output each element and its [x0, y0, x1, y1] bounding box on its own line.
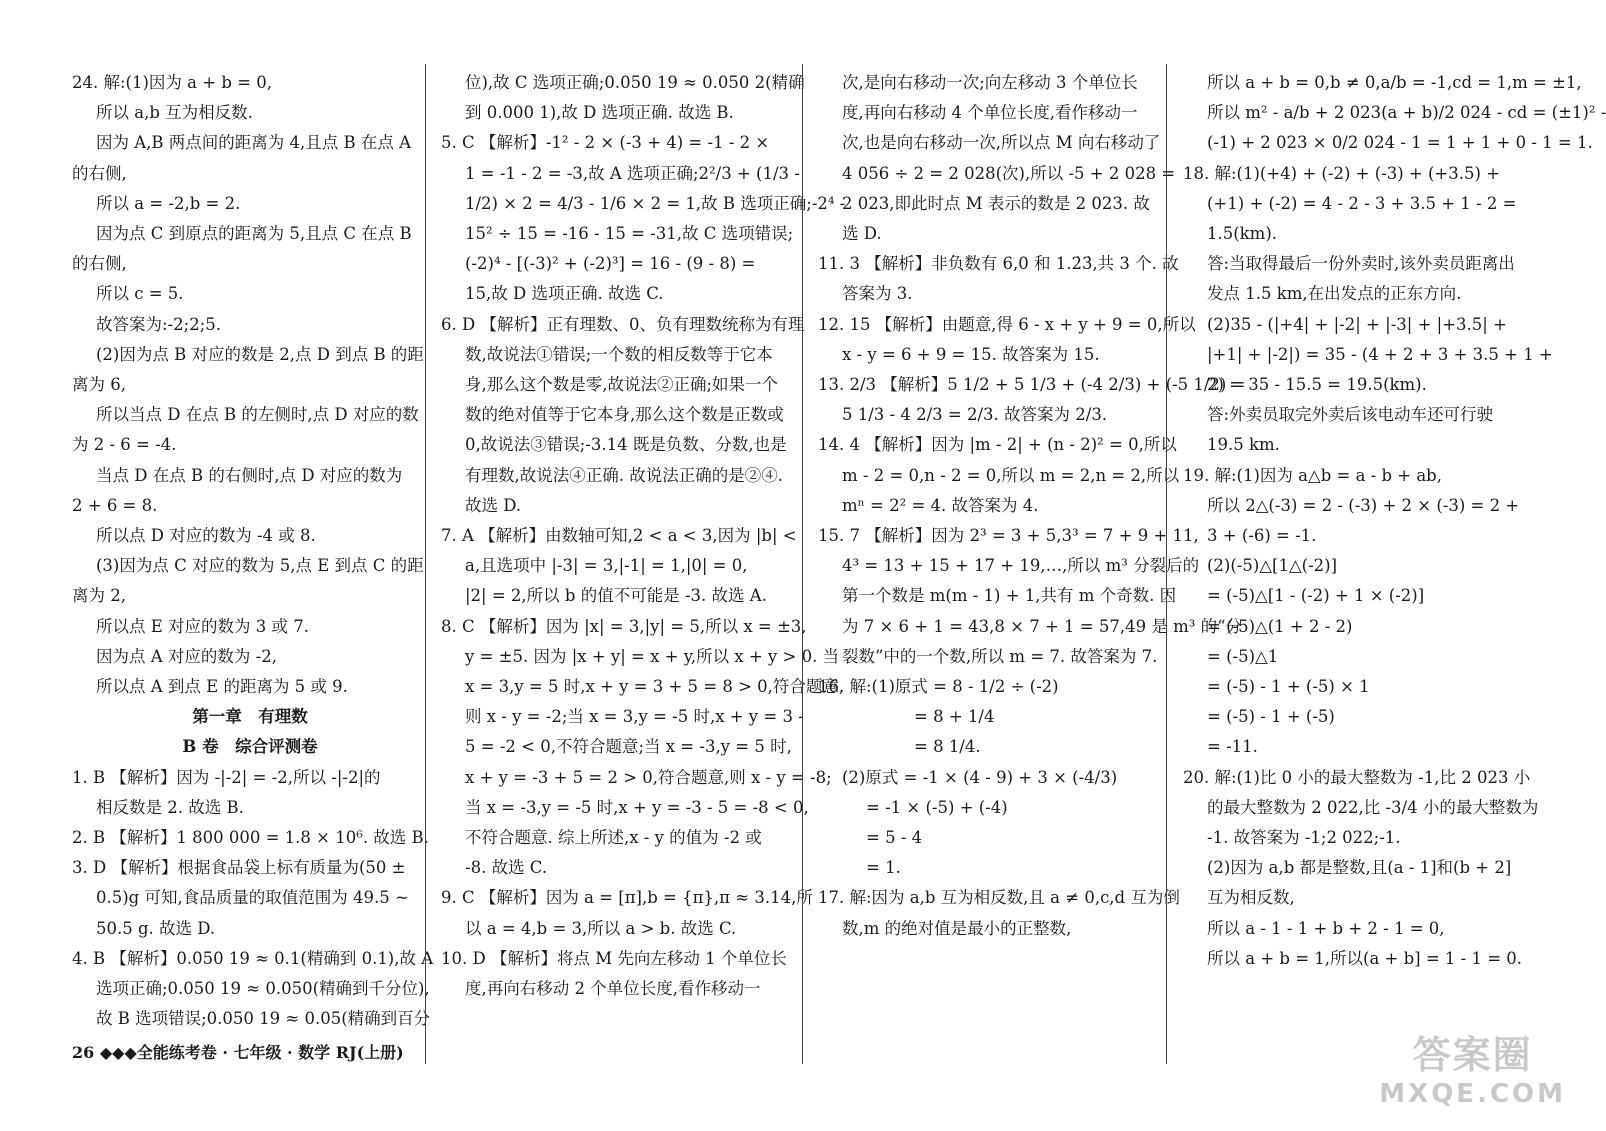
text-line: 4. B 【解析】0.050 19 ≈ 0.1(精确到 0.1),故 A: [72, 948, 434, 968]
text-line: (2)(-5)△[1△(-2)]: [1207, 556, 1338, 576]
text-line: 离为 2,: [72, 586, 126, 606]
text-line: x - y = 6 + 9 = 15. 故答案为 15.: [842, 344, 1100, 364]
text-line: 所以 a + b = 0,b ≠ 0,a/b = -1,cd = 1,m = ±1,: [1207, 73, 1582, 92]
text-line: 3 + (-6) = -1.: [1207, 526, 1317, 546]
text-line: 所以 a + b = 1,所以(a + b] = 1 - 1 = 0.: [1207, 948, 1523, 968]
text-line: -8. 故选 C.: [465, 858, 548, 878]
text-line: 5 1/3 - 4 2/3 = 2/3. 故答案为 2/3.: [842, 405, 1108, 425]
text-line: 2 023,即此时点 M 表示的数是 2 023. 故: [842, 193, 1150, 213]
text-line: 15² ÷ 15 = -16 - 15 = -31,故 C 选项错误;: [465, 224, 794, 244]
text-line: -1. 故答案为 -1;2 022;-1.: [1207, 828, 1401, 848]
text-line: 所以当点 D 在点 B 的左侧时,点 D 对应的数: [96, 405, 419, 425]
text-line: (2)原式 = -1 × (4 - 9) + 3 × (-4/3): [842, 767, 1118, 787]
page-footer: 26 ◆◆◆全能练考卷 · 七年级 · 数学 RJ(上册): [72, 1043, 404, 1062]
text-line: = 8 1/4.: [914, 737, 981, 757]
text-line: 所以 c = 5.: [96, 284, 184, 304]
text-line: 数的绝对值等于它本身,那么这个数是正数或: [465, 405, 784, 425]
column-divider: [1166, 64, 1167, 1064]
text-line: = 1.: [866, 858, 901, 878]
text-line: = (-5)△(1 + 2 - 2): [1207, 616, 1353, 636]
text-line: 15. 7 【解析】因为 2³ = 3 + 5,3³ = 7 + 9 + 11,: [818, 526, 1199, 546]
text-line: = (-5)△[1 - (-2) + 1 × (-2)]: [1207, 586, 1425, 606]
text-line: 的右侧,: [72, 163, 127, 183]
text-line: mⁿ = 2² = 4. 故答案为 4.: [842, 495, 1039, 515]
text-line: 所以 a = -2,b = 2.: [96, 193, 241, 213]
text-line: 裂数”中的一个数,所以 m = 7. 故答案为 7.: [842, 646, 1158, 666]
text-line: 答:外卖员取完外卖后该电动车还可行驶: [1207, 405, 1494, 425]
watermark: [1379, 1024, 1566, 1109]
text-line: 所以 2△(-3) = 2 - (-3) + 2 × (-3) = 2 +: [1207, 495, 1520, 515]
text-line: 20. 解:(1)比 0 小的最大整数为 -1,比 2 023 小: [1183, 767, 1531, 787]
text-line: 答:当取得最后一份外卖时,该外卖员距离出: [1207, 254, 1515, 274]
watermark-url: MXQE.COM: [1379, 1079, 1566, 1109]
text-line: 选 D.: [842, 224, 882, 244]
text-line: y = ±5. 因为 |x + y| = x + y,所以 x + y > 0. 当: [465, 646, 840, 666]
text-line: 所以 a,b 互为相反数.: [96, 103, 253, 123]
text-line: 0.5)g 可知,食品质量的取值范围为 49.5 ~: [96, 888, 409, 908]
text-line: (-1) + 2 023 × 0/2 024 - 1 = 1 + 1 + 0 - 1 = 1.: [1207, 133, 1593, 153]
text-line: 第一个数是 m(m - 1) + 1,共有 m 个奇数. 因: [842, 586, 1177, 606]
text-line: 则 x - y = -2;当 x = 3,y = -5 时,x + y = 3 -: [465, 707, 804, 727]
text-line: 数,故说法①错误;一个数的相反数等于它本: [465, 344, 773, 364]
text-line: = -11.: [1207, 737, 1258, 757]
text-line: 10. D 【解析】将点 M 先向左移动 1 个单位长: [441, 948, 787, 968]
text-line: a,且选项中 |-3| = 3,|-1| = 1,|0| = 0,: [465, 556, 748, 576]
text-line: 有理数,故说法④正确. 故说法正确的是②④.: [465, 465, 783, 485]
text-line: (2)因为 a,b 都是整数,且(a - 1]和(b + 2]: [1207, 858, 1512, 878]
text-line: 6. D 【解析】正有理数、0、负有理数统称为有理: [441, 314, 805, 334]
text-line: 所以点 D 对应的数为 -4 或 8.: [96, 526, 316, 546]
text-line: x + y = -3 + 5 = 2 > 0,符合题意,则 x - y = -8;: [465, 767, 832, 787]
column-1: [72, 68, 434, 1035]
text-line: 身,那么这个数是零,故说法②正确;如果一个: [465, 375, 779, 395]
text-line: = (-5) - 1 + (-5): [1207, 707, 1335, 727]
column-2: [441, 68, 846, 1004]
text-line: 9. C 【解析】因为 a = [π],b = {π},π ≈ 3.14,所: [441, 888, 813, 908]
text-line: 3. D 【解析】根据食品袋上标有质量为(50 ±: [72, 858, 406, 878]
text-line: 次,是向右移动一次;向左移动 3 个单位长: [842, 73, 1138, 92]
text-line: 为 7 × 6 + 1 = 43,8 × 7 + 1 = 57,49 是 m³ 的“分: [842, 616, 1243, 636]
text-line: 故答案为:-2;2;5.: [96, 314, 221, 334]
text-line: 离为 6,: [72, 375, 126, 395]
text-line: 故 B 选项错误;0.050 19 ≈ 0.05(精确到百分: [96, 1009, 431, 1029]
text-line: 度,再向右移动 4 个单位长度,看作移动一: [842, 103, 1138, 123]
text-line: 位),故 C 选项正确;0.050 19 ≈ 0.050 2(精确: [465, 73, 805, 92]
text-line: 19. 解:(1)因为 a△b = a - b + ab,: [1183, 465, 1442, 485]
text-line: 14. 4 【解析】因为 |m - 2| + (n - 2)² = 0,所以: [818, 435, 1177, 455]
text-line: m - 2 = 0,n - 2 = 0,所以 m = 2,n = 2,所以: [842, 465, 1180, 485]
text-line: x = 3,y = 5 时,x + y = 3 + 5 = 8 > 0,符合题意,: [465, 677, 845, 697]
text-line: 相反数是 2. 故选 B.: [96, 797, 244, 817]
text-line: 的最大整数为 2 022,比 -3/4 小的最大整数为: [1207, 797, 1539, 817]
text-line: 互为相反数,: [1207, 888, 1295, 908]
text-line: 所以 a - 1 - 1 + b + 2 - 1 = 0,: [1207, 918, 1445, 938]
watermark-logo-text: 答案圈: [1412, 1033, 1533, 1077]
text-line: 4 056 ÷ 2 = 2 028(次),所以 -5 + 2 028 =: [842, 163, 1176, 183]
text-line: = -1 × (-5) + (-4): [866, 797, 1008, 817]
text-line: |2| = 2,所以 b 的值不可能是 -3. 故选 A.: [465, 586, 767, 606]
column-4: [1183, 68, 1606, 974]
column-divider: [425, 64, 426, 1064]
text-line: 8. C 【解析】因为 |x| = 3,|y| = 5,所以 x = ±3,: [441, 616, 807, 636]
text-line: = 5 - 4: [866, 828, 923, 848]
text-line: 4³ = 13 + 15 + 17 + 19,…,所以 m³ 分裂后的: [842, 556, 1200, 576]
text-line: 以 a = 4,b = 3,所以 a > b. 故选 C.: [465, 918, 737, 938]
text-line: (-2)⁴ - [(-3)² + (-2)³] = 16 - (9 - 8) =: [465, 254, 756, 274]
text-line: (2)35 - (|+4| + |-2| + |-3| + |+3.5| +: [1207, 314, 1507, 334]
text-line: 因为点 C 到原点的距离为 5,且点 C 在点 B: [96, 224, 412, 244]
text-line: 所以 m² - a/b + 2 023(a + b)/2 024 - cd = (±1)² -: [1207, 103, 1606, 123]
text-line: |+1| + |-2|) = 35 - (4 + 2 + 3 + 3.5 + 1 +: [1207, 344, 1553, 364]
text-line: = 8 + 1/4: [914, 707, 995, 727]
text-line: 5. C 【解析】-1² - 2 × (-3 + 4) = -1 - 2 ×: [441, 133, 770, 153]
text-line: 故选 D.: [465, 495, 522, 515]
text-line: 1/2) × 2 = 4/3 - 1/6 × 2 = 1,故 B 选项正确;-2⁴ -: [465, 193, 846, 213]
text-line: 11. 3 【解析】非负数有 6,0 和 1.2̇3̇,共 3 个. 故: [818, 254, 1179, 274]
text-line: 2. B 【解析】1 800 000 = 1.8 × 10⁶. 故选 B.: [72, 828, 429, 848]
text-line: 的右侧,: [72, 254, 127, 274]
text-line: 答案为 3.: [842, 284, 913, 304]
text-line: 5 = -2 < 0,不符合题意;当 x = -3,y = 5 时,: [465, 737, 792, 757]
text-line: (3)因为点 C 对应的数为 5,点 E 到点 C 的距: [96, 556, 424, 576]
text-line: 1. B 【解析】因为 -|-2| = -2,所以 -|-2|的: [72, 767, 381, 787]
text-line: (+1) + (-2) = 4 - 2 - 3 + 3.5 + 1 - 2 =: [1207, 193, 1517, 213]
text-line: 13. 2/3 【解析】5 1/2 + 5 1/3 + (-4 2/3) + (-5 1/2) =: [818, 375, 1246, 395]
text-line: 0,故说法③错误;-3.14 既是负数、分数,也是: [465, 435, 787, 455]
text-line: 第一章 有理数: [192, 707, 308, 727]
text-line: 16. 解:(1)原式 = 8 - 1/2 ÷ (-2): [818, 677, 1059, 697]
text-line: 当点 D 在点 B 的右侧时,点 D 对应的数为: [96, 465, 403, 485]
text-line: 度,再向右移动 2 个单位长度,看作移动一: [465, 979, 761, 999]
text-line: 选项正确;0.050 19 ≈ 0.050(精确到千分位),: [96, 979, 430, 999]
text-line: 12. 15 【解析】由题意,得 6 - x + y + 9 = 0,所以: [818, 314, 1196, 334]
text-line: 到 0.000 1),故 D 选项正确. 故选 B.: [465, 103, 734, 123]
text-line: 17. 解:因为 a,b 互为相反数,且 a ≠ 0,c,d 互为倒: [818, 888, 1180, 908]
text-line: 因为点 A 对应的数为 -2,: [96, 646, 277, 666]
text-line: 2) = 35 - 15.5 = 19.5(km).: [1207, 375, 1427, 395]
text-line: 50.5 g. 故选 D.: [96, 918, 216, 938]
text-line: = (-5) - 1 + (-5) × 1: [1207, 677, 1370, 697]
text-line: 24. 解:(1)因为 a + b = 0,: [72, 73, 272, 92]
text-line: = (-5)△1: [1207, 646, 1279, 666]
text-line: 2 + 6 = 8.: [72, 495, 158, 515]
text-line: 所以点 A 到点 E 的距离为 5 或 9.: [96, 677, 348, 697]
text-line: 次,也是向右移动一次,所以点 M 向右移动了: [842, 133, 1161, 153]
column-divider: [802, 64, 803, 1064]
text-line: 19.5 km.: [1207, 435, 1280, 455]
text-line: 数,m 的绝对值是最小的正整数,: [842, 918, 1072, 938]
text-line: 所以点 E 对应的数为 3 或 7.: [96, 616, 310, 636]
text-line: 15,故 D 选项正确. 故选 C.: [465, 284, 664, 304]
text-line: 7. A 【解析】由数轴可知,2 < a < 3,因为 |b| <: [441, 526, 797, 546]
text-line: 为 2 - 6 = -4.: [72, 435, 177, 455]
text-line: 不符合题意. 综上所述,x - y 的值为 -2 或: [465, 828, 762, 848]
text-line: 发点 1.5 km,在出发点的正东方向.: [1207, 284, 1462, 304]
text-line: 因为 A,B 两点间的距离为 4,且点 B 在点 A: [96, 133, 412, 153]
text-line: B 卷 综合评测卷: [182, 737, 318, 757]
text-line: 1 = -1 - 2 = -3,故 A 选项正确;2²/3 + (1/3 -: [465, 163, 800, 183]
text-line: 18. 解:(1)(+4) + (-2) + (-3) + (+3.5) +: [1183, 163, 1500, 183]
text-line: (2)因为点 B 对应的数是 2,点 D 到点 B 的距: [96, 344, 424, 364]
text-line: 当 x = -3,y = -5 时,x + y = -3 - 5 = -8 < 0,: [465, 797, 809, 817]
text-line: 1.5(km).: [1207, 224, 1278, 244]
